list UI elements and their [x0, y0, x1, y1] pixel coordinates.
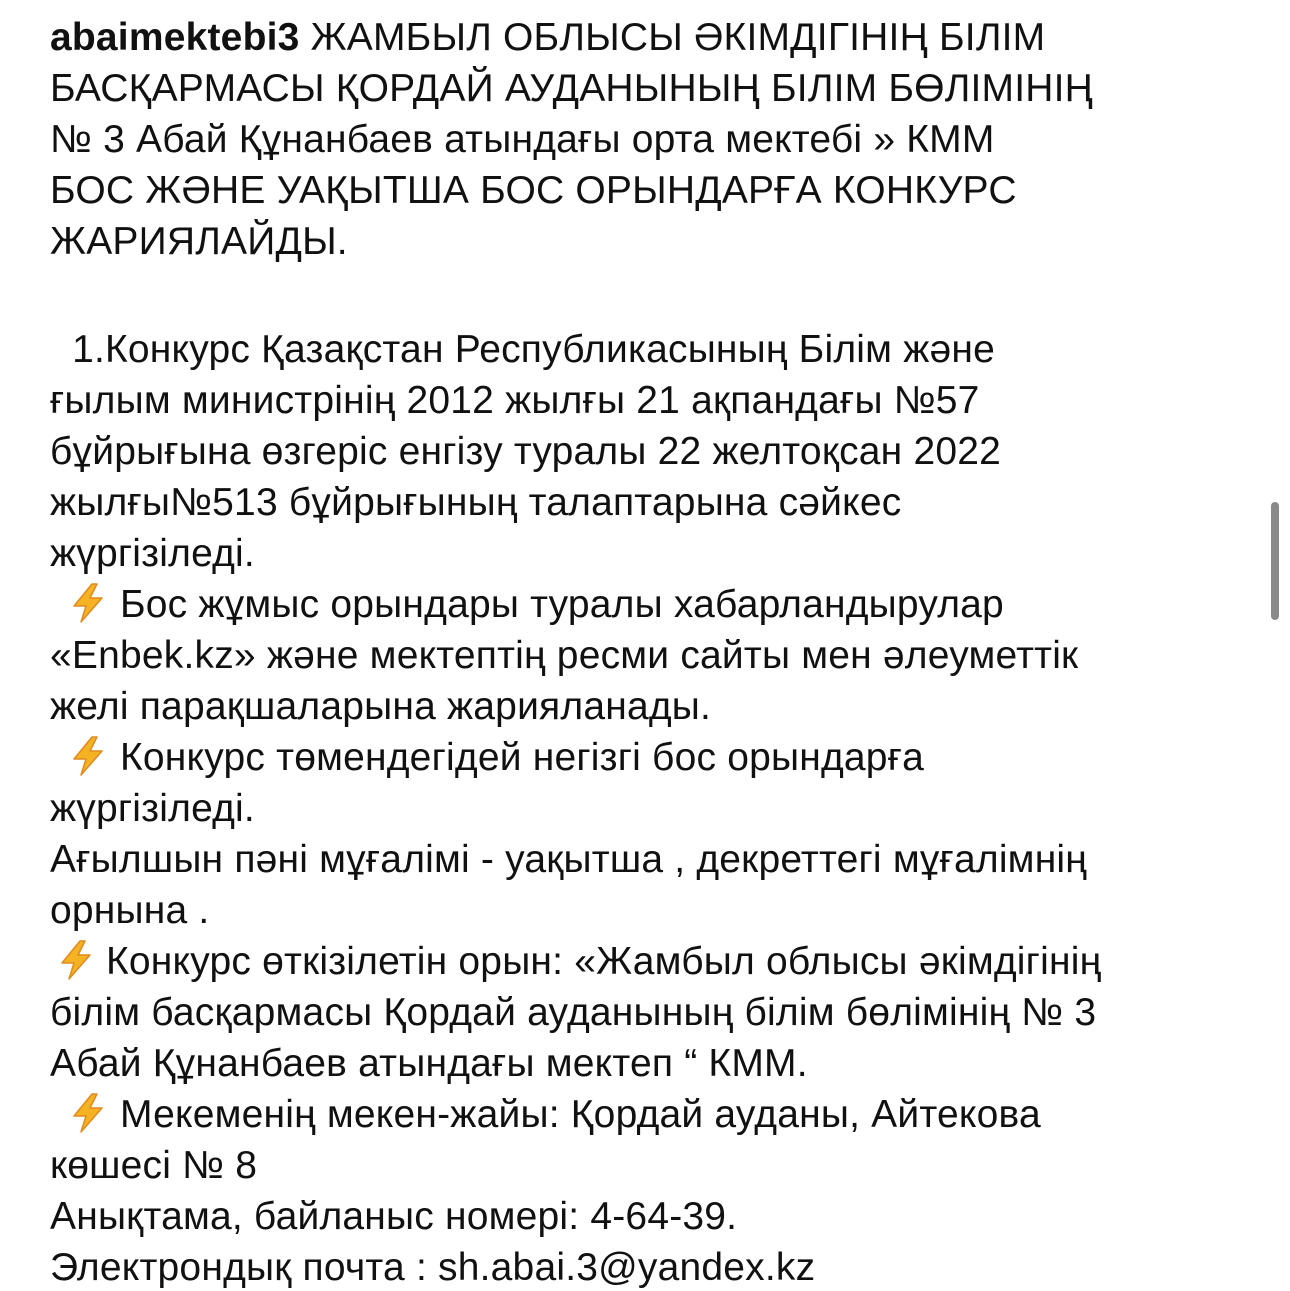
bullet-1-text: Бос жұмыс орындары туралы хабарландырулар: [120, 583, 1004, 626]
bullet-4-text: көшесі № 8: [50, 1144, 258, 1187]
contact-email-text: Электрондық почта : sh.abai.3@yandex.kz: [50, 1246, 816, 1289]
vacancy-text: Ағылшын пәні мұғалімі - уақытша , декреттегі мұғалімнің: [50, 838, 1088, 881]
paragraph-1-text: жүргізіледі.: [50, 532, 255, 575]
post-caption: [50, 12, 1240, 1291]
bullet-2-text: жүргізіледі.: [50, 787, 255, 830]
high-voltage-icon: [70, 583, 106, 623]
bullet-1-text: «Enbek.kz» және мектептің ресми сайты мен әлеуметтік: [50, 634, 1079, 677]
bullet-4-text: Мекеменің мекен-жайы: Қордай ауданы, Айтекова: [120, 1093, 1041, 1136]
paragraph-spacer: [50, 267, 1240, 324]
header-text: БОС ЖӘНЕ УАҚЫТША БОС ОРЫНДАРҒА КОНКУРС: [50, 169, 1017, 212]
bullet-3-text: білім басқармасы Қордай ауданының білім бөлімінің № 3: [50, 991, 1097, 1034]
bullet-3-text: Конкурс өткізілетін орын: «Жамбыл облысы әкімдігінің: [106, 940, 1102, 983]
bullet-3-text: Абай Құнанбаев атындағы мектеп “ КММ.: [50, 1042, 808, 1085]
bullet-item: [50, 1089, 1240, 1140]
high-voltage-icon: [70, 1093, 106, 1133]
bullet-1-text: желі парақшаларына жарияланады.: [50, 685, 712, 728]
vacancy-text: орнына .: [50, 889, 210, 932]
high-voltage-icon: [70, 736, 106, 776]
bullet-item: [50, 936, 1240, 987]
caption-header-line-1: [50, 12, 1240, 63]
paragraph-1-text: жылғы№513 бұйрығының талаптарына сәйкес: [50, 481, 902, 524]
paragraph-1-text: 1.Конкурс Қазақстан Республикасының Білім және: [50, 328, 996, 371]
header-text: ЖАМБЫЛ ОБЛЫСЫ ӘКІМДІГІНІҢ БІЛІМ: [299, 16, 1046, 59]
high-voltage-icon: [58, 940, 94, 980]
contact-phone-text: Анықтама, байланыс номері: 4-64-39.: [50, 1195, 738, 1238]
bullet-item: [50, 579, 1240, 630]
username-link[interactable]: abaimektebi3: [50, 16, 300, 59]
paragraph-1-text: бұйрығына өзгеріс енгізу туралы 22 желтоқсан 2022: [50, 430, 1001, 473]
header-text: № 3 Абай Құнанбаев атындағы орта мектебі » КММ: [50, 118, 995, 161]
bullet-item: [50, 732, 1240, 783]
bullet-2-text: Конкурс төмендегідей негізгі бос орындарға: [120, 736, 925, 779]
scrollbar-thumb[interactable]: [1271, 502, 1279, 620]
paragraph-1-text: ғылым министрінің 2012 жылғы 21 ақпандағы №57: [50, 379, 980, 422]
header-text: БАСҚАРМАСЫ ҚОРДАЙ АУДАНЫНЫҢ БІЛІМ БӨЛІМІНІҢ: [50, 67, 1094, 110]
header-text: ЖАРИЯЛАЙДЫ.: [50, 220, 348, 263]
